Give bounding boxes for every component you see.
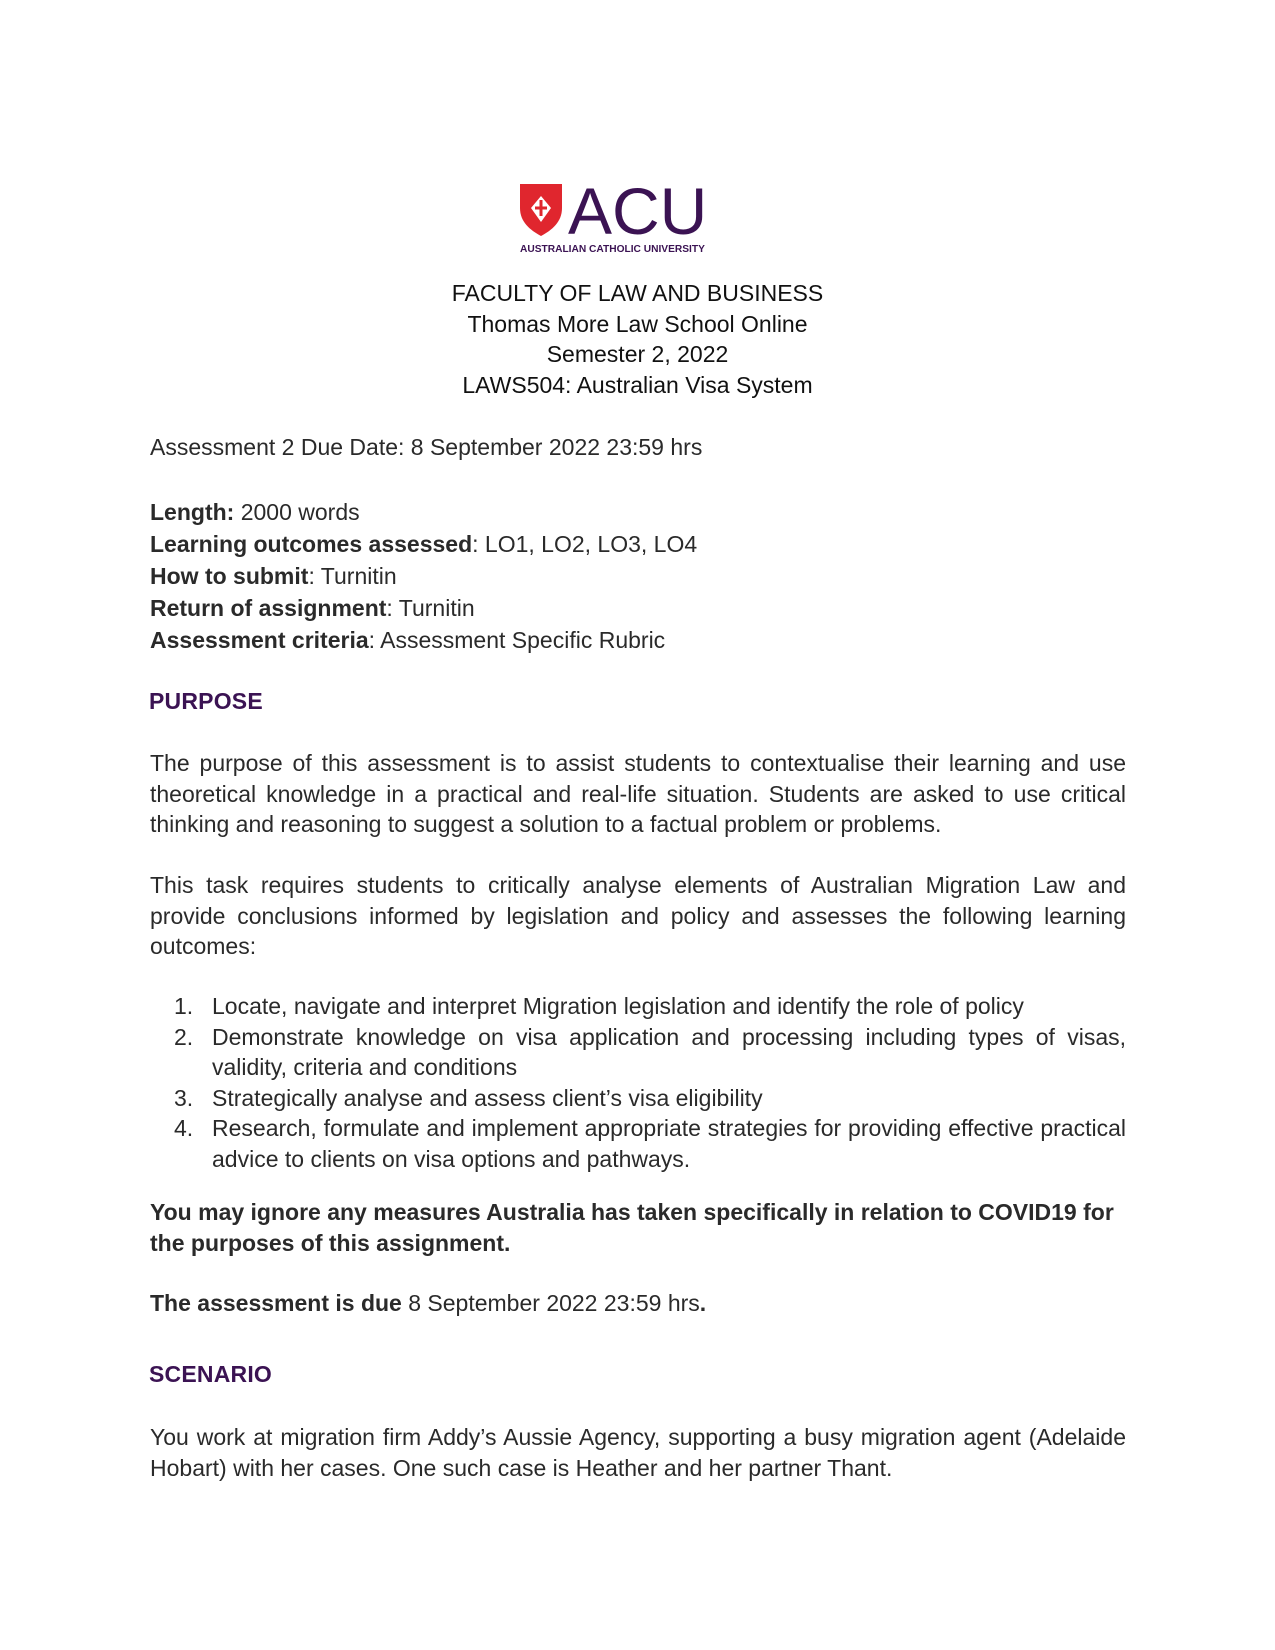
due-value: 8 September 2022 23:59 hrs [401,1290,700,1316]
detail-learning-outcomes [150,528,1126,560]
detail-value: 2000 words [234,499,360,525]
purpose-paragraph-2: This task requires students to critically analyse elements of Australian Migration Law and provide conclusions informed by legislation and policy and assesses the following learning outcomes: [150,872,1126,959]
school-name: Thomas More Law School Online [467,310,808,337]
scenario-heading: SCENARIO [149,1361,273,1387]
list-text: Strategically analyse and assess client’s visa eligibility [212,1084,763,1111]
list-item [150,1022,1126,1083]
list-text: Research, formulate and implement appropriate strategies for providing effective practical advice to clients on visa options and pathways. [212,1115,1126,1172]
shield-icon [520,184,562,236]
document-header [0,278,1275,400]
detail-length [150,496,1126,528]
due-date-line: Assessment 2 Due Date: 8 September 2022 23:59 hrs [150,434,703,460]
assessment-due-line [150,1288,1126,1319]
covid-note: You may ignore any measures Australia has taken specifically in relation to COVID19 for the purposes of this assignment. [150,1199,1114,1256]
list-number: 2. [174,1023,194,1050]
detail-value: : Turnitin [386,595,475,621]
learning-outcomes-list [150,991,1126,1174]
list-item [150,1113,1126,1174]
list-number: 4. [174,1115,194,1141]
detail-value: : Turnitin [308,563,397,589]
faculty-title: FACULTY OF LAW AND BUSINESS [451,280,824,306]
detail-label: Learning outcomes assessed [150,531,473,557]
detail-criteria [150,624,1126,656]
detail-return [150,592,1126,624]
detail-label: Length: [150,499,235,525]
detail-how-to-submit [150,560,1126,592]
unit-title: LAWS504: Australian Visa System [462,371,813,398]
acu-logo [518,178,728,258]
detail-label: How to submit [150,563,309,589]
logo-wordmark: ACU [568,178,708,248]
purpose-heading: PURPOSE [149,688,263,714]
list-text: Demonstrate knowledge on visa application and processing including types of visas, validity, criteria and conditions [212,1023,1126,1080]
detail-label: Return of assignment [150,595,387,621]
assessment-details [150,496,1126,656]
purpose-paragraph-1: The purpose of this assessment is to assist students to contextualise their learning and use theoretical knowledge in a practical and real-life situation. Students are asked to use critical thinking and reasoning to suggest a solution to a factual problem or problems. [150,750,1126,837]
detail-value: : LO1, LO2, LO3, LO4 [472,531,698,557]
semester: Semester 2, 2022 [546,341,729,367]
due-period: . [699,1290,707,1316]
list-number: 3. [174,1084,194,1111]
due-label: The assessment is due [150,1290,402,1316]
list-item [150,991,1126,1022]
list-item [150,1083,1126,1114]
list-text: Locate, navigate and interpret Migration legislation and identify the role of policy [212,993,1024,1019]
list-number: 1. [174,993,194,1019]
detail-value: : Assessment Specific Rubric [368,627,666,653]
scenario-paragraph: You work at migration firm Addy’s Aussie Agency, supporting a busy migration agent (Adelaide Hobart) with her cases. One such case is Heather and her partner Thant. [150,1424,1126,1481]
detail-label: Assessment criteria [150,627,369,653]
logo-subtitle: AUSTRALIAN CATHOLIC UNIVERSITY [520,244,705,255]
